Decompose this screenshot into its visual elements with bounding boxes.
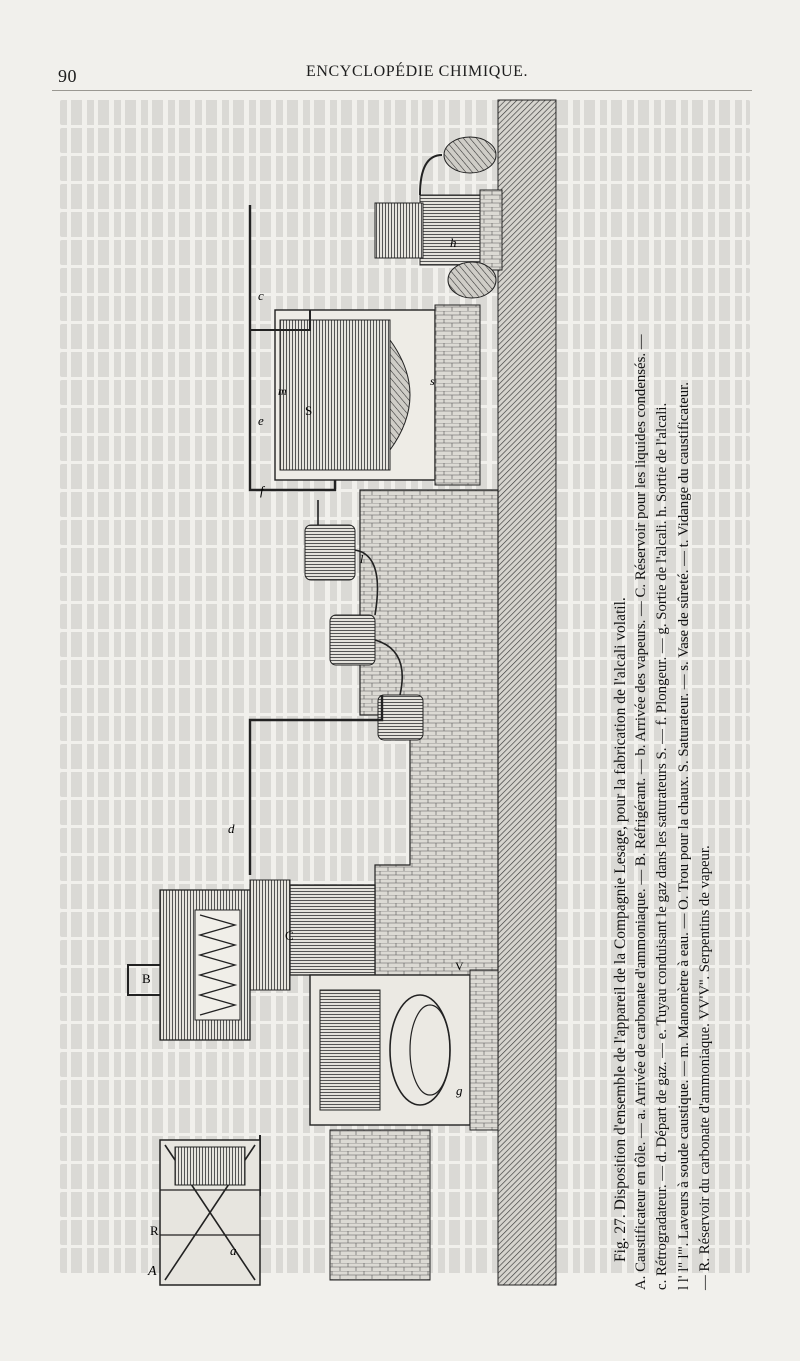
caption-title: Fig. 27. Disposition d'ensemble de l'appareil de la Compagnie Lesage, pour la fabrication de l'alcali volatil.: [612, 597, 629, 1262]
caption-line: A. Caustificateur en tôle. — a. Arrivée de carbonate d'ammoniaque. — B. Réfrigérant. — b. Arrivée des vapeurs. — C. Réservoir pour les liquides condensés. —: [633, 334, 650, 1290]
label-f: f: [260, 483, 264, 498]
label-c: c: [258, 288, 264, 303]
caption-line: c. Rétrogradateur. — d. Départ de gaz. — e. Tuyau conduisant le gaz dans les saturateurs S. — f. Plongeur. — g. Sortie de l'alcali. h. Sortie de l'alcali.: [654, 402, 671, 1290]
label-R: R: [150, 1223, 159, 1238]
label-B: B: [142, 971, 151, 986]
label-l: l: [360, 552, 364, 566]
apparatus-engraving: [120, 95, 680, 1290]
lower-brick-wall: [330, 1130, 430, 1280]
saturator-s: [275, 262, 496, 485]
ground-strip: [498, 100, 556, 1285]
label-h: h: [450, 235, 457, 250]
label-d: d: [228, 821, 235, 836]
label-a: a: [230, 1243, 237, 1258]
header-rule: [52, 90, 752, 91]
label-C: C: [285, 928, 294, 943]
caustificator-a: [310, 970, 498, 1130]
caption-line: l l' l'' l'''. Laveurs à soude caustique. — m. Manomètre à eau. — O. Trou pour la chaux. S. Saturateur. — s. Vase de sûreté. — t. Vidange du caustificateur.: [675, 382, 692, 1290]
label-m: m: [278, 384, 287, 398]
label-s: s: [430, 374, 435, 388]
label-S: S: [305, 403, 313, 418]
label-A: A: [148, 1264, 157, 1279]
gas-pipe-d: [250, 695, 382, 875]
reservoir-r: [160, 1140, 260, 1285]
label-g: g: [456, 1083, 463, 1098]
caption-line: — R. Réservoir du carbonate d'ammoniaque. VV'V''. Serpentins de vapeur.: [696, 845, 713, 1290]
running-head: ENCYCLOPÉDIE CHIMIQUE.: [306, 63, 529, 80]
label-e: e: [258, 413, 264, 428]
label-V: V: [455, 959, 464, 973]
figure-caption: [610, 95, 716, 1290]
small-furnace-top: [375, 137, 502, 270]
page-number: 90: [58, 66, 77, 86]
